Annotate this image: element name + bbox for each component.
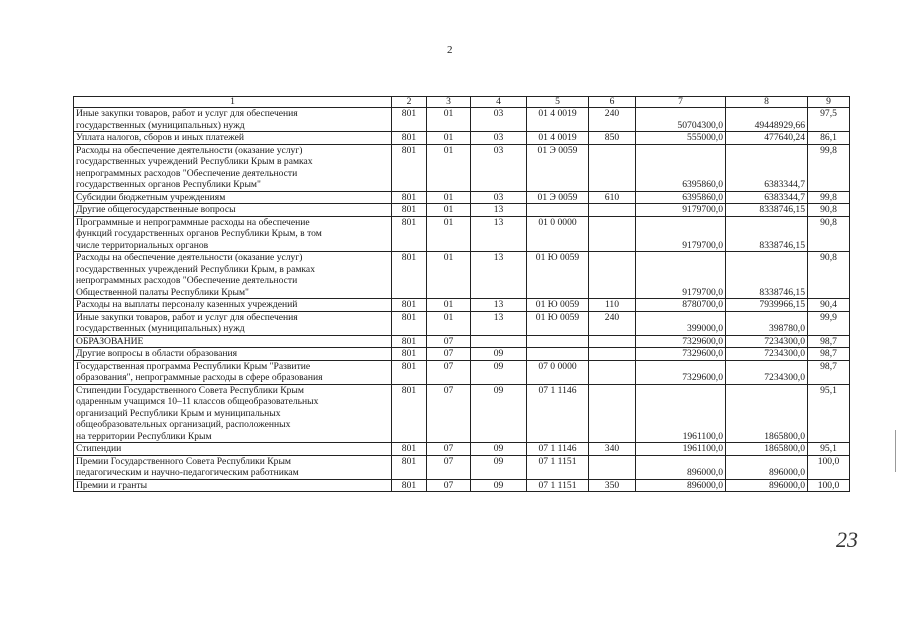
target-article-cell: 01 Ю 0059 (527, 299, 589, 312)
expense-type-cell (589, 335, 636, 348)
planned-amount-cell: 9179700,0 (636, 204, 726, 217)
percent-cell: 99,8 (808, 144, 850, 191)
header-cell: 4 (471, 97, 527, 108)
table-row (74, 204, 850, 217)
table-row (74, 348, 850, 361)
subsection-cell: 09 (471, 360, 527, 384)
expense-type-cell: 610 (589, 191, 636, 204)
section-cell: 01 (427, 311, 471, 335)
subsection-cell: 09 (471, 348, 527, 361)
actual-amount-cell: 6383344,7 (726, 144, 808, 191)
target-article-cell: 07 1 1151 (527, 455, 589, 479)
percent-cell: 97,5 (808, 108, 850, 132)
description-cell: Уплата налогов, сборов и иных платежей (74, 132, 392, 145)
header-cell: 1 (74, 97, 392, 108)
target-article-cell: 01 0 0000 (527, 216, 589, 252)
section-cell: 07 (427, 335, 471, 348)
planned-amount-cell: 7329600,0 (636, 360, 726, 384)
target-article-cell: 01 Э 0059 (527, 191, 589, 204)
description-cell: Программные и непрограммные расходы на обеспечение функций государственных органов Республики Крым, в том числе территориальных органов (74, 216, 392, 252)
expense-type-cell: 850 (589, 132, 636, 145)
description-cell: Стипендии (74, 443, 392, 456)
actual-amount-cell: 1865800,0 (726, 384, 808, 443)
target-article-cell: 01 4 0019 (527, 132, 589, 145)
actual-amount-cell: 7234300,0 (726, 360, 808, 384)
code-cell: 801 (392, 108, 427, 132)
planned-amount-cell: 896000,0 (636, 479, 726, 492)
subsection-cell: 03 (471, 108, 527, 132)
table-row (74, 360, 850, 384)
target-article-cell (527, 335, 589, 348)
section-cell: 01 (427, 299, 471, 312)
description-cell: Субсидии бюджетным учреждениям (74, 191, 392, 204)
target-article-cell: 07 1 1151 (527, 479, 589, 492)
section-cell: 07 (427, 479, 471, 492)
actual-amount-cell: 8338746,15 (726, 204, 808, 217)
code-cell: 801 (392, 299, 427, 312)
subsection-cell (471, 335, 527, 348)
subsection-cell: 13 (471, 252, 527, 299)
description-cell: ОБРАЗОВАНИЕ (74, 335, 392, 348)
section-cell: 01 (427, 216, 471, 252)
description-cell: Расходы на обеспечение деятельности (оказание услуг) государственных учреждений Республики Крым в рамках непрограммных расходов "Обеспечение деятельности государственных органов Республики Крым" (74, 144, 392, 191)
expense-type-cell: 240 (589, 108, 636, 132)
actual-amount-cell: 896000,0 (726, 479, 808, 492)
percent-cell: 100,0 (808, 479, 850, 492)
code-cell: 801 (392, 479, 427, 492)
percent-cell: 86,1 (808, 132, 850, 145)
table-row (74, 132, 850, 145)
planned-amount-cell: 399000,0 (636, 311, 726, 335)
percent-cell: 90,8 (808, 252, 850, 299)
planned-amount-cell: 6395860,0 (636, 191, 726, 204)
header-cell: 6 (589, 97, 636, 108)
target-article-cell: 07 1 1146 (527, 384, 589, 443)
percent-cell: 98,7 (808, 335, 850, 348)
actual-amount-cell: 7939966,15 (726, 299, 808, 312)
target-article-cell (527, 204, 589, 217)
subsection-cell: 09 (471, 443, 527, 456)
planned-amount-cell: 9179700,0 (636, 216, 726, 252)
expense-type-cell: 110 (589, 299, 636, 312)
table-row (74, 299, 850, 312)
header-cell: 5 (527, 97, 589, 108)
code-cell: 801 (392, 443, 427, 456)
percent-cell: 98,7 (808, 348, 850, 361)
expense-type-cell (589, 455, 636, 479)
code-cell: 801 (392, 360, 427, 384)
section-cell: 01 (427, 132, 471, 145)
subsection-cell: 09 (471, 479, 527, 492)
actual-amount-cell: 6383344,7 (726, 191, 808, 204)
subsection-cell: 03 (471, 144, 527, 191)
expense-type-cell (589, 384, 636, 443)
section-cell: 07 (427, 384, 471, 443)
code-cell: 801 (392, 384, 427, 443)
handwritten-page-mark: 23 (836, 527, 858, 552)
actual-amount-cell: 398780,0 (726, 311, 808, 335)
header-row (74, 97, 850, 108)
header-cell: 3 (427, 97, 471, 108)
expense-type-cell (589, 144, 636, 191)
description-cell: Стипендии Государственного Совета Республики Крым одаренным учащимся 10–11 классов общеобразовательных организаций Республики Крым и муниципальных общеобразовательных организаций, расположенных на территории Республики Крым (74, 384, 392, 443)
code-cell: 801 (392, 216, 427, 252)
target-article-cell: 01 Ю 0059 (527, 311, 589, 335)
margin-mark (895, 430, 896, 472)
expense-type-cell: 350 (589, 479, 636, 492)
table-row (74, 216, 850, 252)
actual-amount-cell: 8338746,15 (726, 216, 808, 252)
planned-amount-cell: 1961100,0 (636, 384, 726, 443)
description-cell: Расходы на обеспечение деятельности (оказание услуг) государственных учреждений Республики Крым, в рамках непрограммных расходов "Обеспечение деятельности Общественной палаты Республики Крым" (74, 252, 392, 299)
header-cell: 9 (808, 97, 850, 108)
subsection-cell: 09 (471, 455, 527, 479)
section-cell: 01 (427, 144, 471, 191)
subsection-cell: 13 (471, 311, 527, 335)
description-cell: Иные закупки товаров, работ и услуг для обеспечения государственных (муниципальных) нужд (74, 311, 392, 335)
code-cell: 801 (392, 311, 427, 335)
subsection-cell: 03 (471, 132, 527, 145)
actual-amount-cell: 1865800,0 (726, 443, 808, 456)
subsection-cell: 13 (471, 216, 527, 252)
subsection-cell: 09 (471, 384, 527, 443)
description-cell: Другие общегосударственные вопросы (74, 204, 392, 217)
table-row (74, 252, 850, 299)
target-article-cell: 01 Э 0059 (527, 144, 589, 191)
table-row (74, 443, 850, 456)
description-cell: Государственная программа Республики Крым "Развитие образования", непрограммные расходы в сфере образования (74, 360, 392, 384)
table-row (74, 384, 850, 443)
target-article-cell: 01 Ю 0059 (527, 252, 589, 299)
section-cell: 01 (427, 204, 471, 217)
expense-type-cell: 340 (589, 443, 636, 456)
page-number: 2 (447, 44, 453, 56)
planned-amount-cell: 6395860,0 (636, 144, 726, 191)
section-cell: 07 (427, 348, 471, 361)
table-row (74, 144, 850, 191)
planned-amount-cell: 9179700,0 (636, 252, 726, 299)
expense-type-cell (589, 204, 636, 217)
percent-cell: 100,0 (808, 455, 850, 479)
percent-cell: 95,1 (808, 443, 850, 456)
description-cell: Премии Государственного Совета Республики Крым педагогическим и научно-педагогическим работникам (74, 455, 392, 479)
description-cell: Премии и гранты (74, 479, 392, 492)
section-cell: 07 (427, 455, 471, 479)
code-cell: 801 (392, 348, 427, 361)
code-cell: 801 (392, 252, 427, 299)
section-cell: 01 (427, 252, 471, 299)
subsection-cell: 03 (471, 191, 527, 204)
planned-amount-cell: 896000,0 (636, 455, 726, 479)
table-row (74, 479, 850, 492)
target-article-cell (527, 348, 589, 361)
planned-amount-cell: 50704300,0 (636, 108, 726, 132)
table-row (74, 311, 850, 335)
section-cell: 07 (427, 360, 471, 384)
table-row (74, 455, 850, 479)
planned-amount-cell: 1961100,0 (636, 443, 726, 456)
percent-cell: 90,8 (808, 204, 850, 217)
target-article-cell: 01 4 0019 (527, 108, 589, 132)
section-cell: 01 (427, 191, 471, 204)
planned-amount-cell: 7329600,0 (636, 348, 726, 361)
description-cell: Другие вопросы в области образования (74, 348, 392, 361)
percent-cell: 90,8 (808, 216, 850, 252)
header-cell: 7 (636, 97, 726, 108)
percent-cell: 90,4 (808, 299, 850, 312)
code-cell: 801 (392, 132, 427, 145)
header-cell: 8 (726, 97, 808, 108)
budget-table (73, 96, 850, 492)
actual-amount-cell: 477640,24 (726, 132, 808, 145)
target-article-cell: 07 0 0000 (527, 360, 589, 384)
expense-type-cell: 240 (589, 311, 636, 335)
table-row (74, 191, 850, 204)
code-cell: 801 (392, 204, 427, 217)
section-cell: 01 (427, 108, 471, 132)
expense-type-cell (589, 348, 636, 361)
code-cell: 801 (392, 335, 427, 348)
code-cell: 801 (392, 455, 427, 479)
actual-amount-cell: 7234300,0 (726, 335, 808, 348)
actual-amount-cell: 49448929,66 (726, 108, 808, 132)
code-cell: 801 (392, 144, 427, 191)
subsection-cell: 13 (471, 299, 527, 312)
section-cell: 07 (427, 443, 471, 456)
planned-amount-cell: 555000,0 (636, 132, 726, 145)
subsection-cell: 13 (471, 204, 527, 217)
planned-amount-cell: 8780700,0 (636, 299, 726, 312)
code-cell: 801 (392, 191, 427, 204)
actual-amount-cell: 8338746,15 (726, 252, 808, 299)
percent-cell: 95,1 (808, 384, 850, 443)
expense-type-cell (589, 216, 636, 252)
table-row (74, 335, 850, 348)
header-cell: 2 (392, 97, 427, 108)
percent-cell: 99,9 (808, 311, 850, 335)
description-cell: Иные закупки товаров, работ и услуг для обеспечения государственных (муниципальных) нужд (74, 108, 392, 132)
percent-cell: 98,7 (808, 360, 850, 384)
planned-amount-cell: 7329600,0 (636, 335, 726, 348)
percent-cell: 99,8 (808, 191, 850, 204)
expense-type-cell (589, 252, 636, 299)
actual-amount-cell: 896000,0 (726, 455, 808, 479)
expense-type-cell (589, 360, 636, 384)
target-article-cell: 07 1 1146 (527, 443, 589, 456)
actual-amount-cell: 7234300,0 (726, 348, 808, 361)
description-cell: Расходы на выплаты персоналу казенных учреждений (74, 299, 392, 312)
table-row (74, 108, 850, 132)
